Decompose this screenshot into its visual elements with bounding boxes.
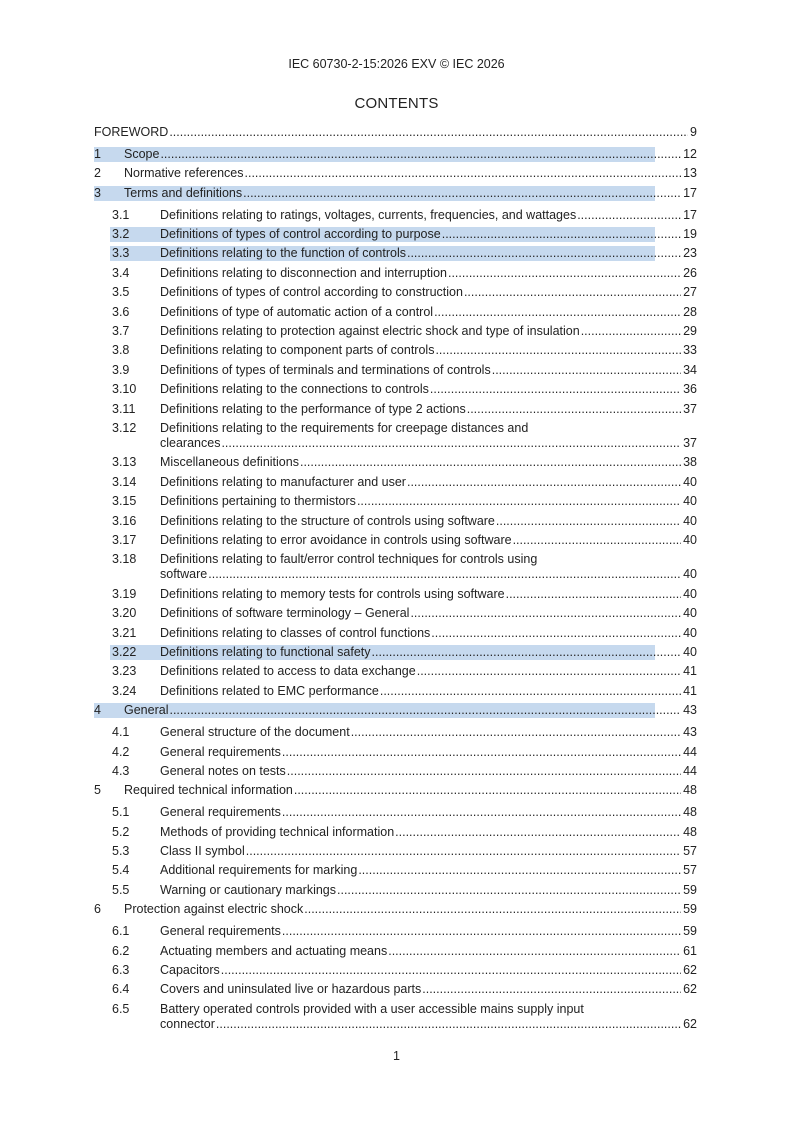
- toc-page-number: 59: [683, 924, 697, 939]
- toc-leader-dots: [492, 363, 681, 378]
- toc-number: 3.21: [112, 625, 137, 640]
- toc-entry[interactable]: [94, 246, 697, 261]
- toc-leader-dots: [513, 533, 682, 548]
- toc-leader-dots: [169, 703, 681, 718]
- toc-title: Definitions of types of control according to purpose: [160, 227, 441, 241]
- toc-page-number: 36: [683, 382, 697, 397]
- toc-page-number: 43: [683, 725, 697, 740]
- toc-number: 5.1: [112, 805, 130, 820]
- toc-leader-line: [160, 587, 697, 602]
- toc-entry[interactable]: [94, 902, 697, 917]
- toc-entry[interactable]: [94, 186, 697, 201]
- toc-number: 3.7: [112, 324, 130, 338]
- toc-title: Definitions relating to component parts of controls: [160, 343, 435, 358]
- toc-page-number: 44: [683, 763, 697, 778]
- toc-page-number: 27: [683, 285, 697, 300]
- toc-leader-dots: [337, 883, 681, 898]
- toc-entry[interactable]: [94, 982, 697, 997]
- toc-entry[interactable]: [94, 745, 697, 760]
- toc-leader-line: [160, 533, 697, 548]
- toc-title-line: Definitions relating to the requirements for creepage distances and: [160, 421, 529, 435]
- toc-entry[interactable]: [94, 227, 697, 242]
- toc-page-number: 48: [683, 805, 697, 820]
- toc-entry[interactable]: [94, 703, 697, 718]
- toc-leader-line: [160, 227, 697, 242]
- toc-page-number: 34: [683, 362, 697, 377]
- toc-entry[interactable]: [94, 285, 697, 300]
- toc-page-number: 37: [683, 401, 697, 416]
- toc-leader-line: [160, 924, 697, 939]
- toc-number: 3.14: [112, 474, 137, 489]
- toc-number: 5.5: [112, 882, 130, 897]
- toc-title: Definitions relating to protection against electric shock and type of insulation: [160, 324, 580, 338]
- toc-page-number: 40: [683, 533, 697, 547]
- toc-leader-line: [160, 626, 697, 641]
- toc-page-number: 26: [683, 265, 697, 280]
- toc-leader-dots: [417, 664, 681, 679]
- toc-page-number: 48: [683, 783, 697, 798]
- toc-number: 3.16: [112, 513, 137, 528]
- toc-title: Definitions of types of control according to construction: [160, 285, 463, 300]
- toc-entry[interactable]: [94, 645, 697, 660]
- toc-leader-line: [160, 494, 697, 509]
- toc-number: 4.1: [112, 725, 130, 740]
- toc-leader-line: [160, 475, 697, 490]
- toc-entry[interactable]: [94, 382, 697, 397]
- toc-title: Actuating members and actuating means: [160, 943, 388, 958]
- toc-leader-dots: [282, 924, 681, 939]
- toc-entry[interactable]: [94, 208, 697, 223]
- toc-leader-dots: [442, 227, 681, 242]
- toc-leader-dots: [221, 963, 681, 978]
- toc-page-number: 40: [683, 645, 697, 659]
- toc-leader-line: [160, 436, 697, 451]
- toc-leader-line: [160, 363, 697, 378]
- toc-page-number: 40: [683, 567, 697, 582]
- toc-entry[interactable]: [94, 844, 697, 859]
- toc-leader-dots: [448, 266, 681, 281]
- toc-leader-dots: [435, 343, 681, 358]
- toc-leader-line: [160, 805, 697, 820]
- toc-title: Protection against electric shock: [124, 902, 304, 917]
- toc-page-number: 28: [683, 304, 697, 319]
- toc-number: 3.19: [112, 586, 137, 601]
- toc-entry[interactable]: [94, 514, 697, 529]
- contents-title: CONTENTS: [354, 95, 439, 112]
- toc-entry[interactable]: [94, 1002, 697, 1032]
- toc-number: 3.3: [112, 246, 130, 261]
- toc-leader-line: [160, 1017, 697, 1032]
- toc-page-number: 17: [683, 207, 697, 222]
- toc-title: Definitions relating to memory tests for controls using software: [160, 586, 505, 601]
- toc-page-number: 59: [683, 882, 697, 897]
- toc-number: 6.4: [112, 982, 130, 997]
- toc-leader-line: [94, 125, 697, 140]
- toc-leader-dots: [282, 805, 681, 820]
- toc-leader-line: [160, 305, 697, 320]
- toc-number: 3.10: [112, 382, 137, 397]
- toc-leader-dots: [380, 684, 681, 699]
- toc-title: Warning or cautionary markings: [160, 882, 336, 897]
- toc-page-number: 40: [683, 474, 697, 489]
- toc-leader-line: [160, 246, 697, 261]
- toc-entry[interactable]: [94, 125, 697, 140]
- toc-number: 1: [94, 146, 101, 161]
- toc-entry[interactable]: [94, 783, 697, 798]
- toc-leader-line: [160, 567, 697, 582]
- toc-number: 3.24: [112, 683, 137, 698]
- toc-number: 3.2: [112, 227, 130, 241]
- toc-page-number: 59: [683, 902, 697, 917]
- toc-title: clearances: [160, 436, 221, 450]
- toc-title: Definitions of type of automatic action of a control: [160, 304, 434, 319]
- toc-entry[interactable]: [94, 587, 697, 602]
- toc-number: 3.9: [112, 362, 130, 377]
- toc-title: Class II symbol: [160, 844, 245, 858]
- toc-number: 3.17: [112, 533, 137, 547]
- toc-page-number: 44: [683, 744, 697, 759]
- toc-page-number: 62: [683, 982, 697, 997]
- toc-leader-dots: [407, 246, 681, 261]
- toc-title: Definitions relating to the structure of controls using software: [160, 513, 495, 528]
- toc-page-number: 9: [690, 125, 697, 139]
- toc-number: 5.4: [112, 863, 130, 878]
- toc-leader-line: [160, 266, 697, 281]
- toc-leader-dots: [577, 208, 681, 223]
- toc-leader-line: [160, 402, 697, 417]
- toc-title: software: [160, 567, 208, 582]
- toc-title: Definitions relating to the function of controls: [160, 246, 406, 261]
- toc-title: Covers and uninsulated live or hazardous parts: [160, 982, 422, 997]
- toc-entry[interactable]: [94, 421, 697, 451]
- toc-page-number: 40: [683, 606, 697, 621]
- toc-number: 3.20: [112, 606, 137, 621]
- toc-page-number: 43: [683, 703, 697, 718]
- toc-title: Required technical information: [124, 783, 293, 798]
- toc-title: Definitions relating to disconnection and interruption: [160, 265, 447, 280]
- toc-page-number: 13: [683, 166, 697, 181]
- toc-leader-line: [124, 166, 697, 181]
- toc-leader-line: [160, 963, 697, 978]
- toc-leader-dots: [216, 1017, 681, 1032]
- toc-number: 6.2: [112, 943, 130, 958]
- toc-page-number: 62: [683, 962, 697, 977]
- toc-leader-dots: [304, 902, 681, 917]
- toc-title: Definitions relating to functional safety: [160, 645, 371, 659]
- toc-leader-line: [124, 703, 697, 718]
- toc-leader-dots: [464, 285, 681, 300]
- toc-entry[interactable]: [94, 305, 697, 320]
- toc-number: 3.5: [112, 285, 130, 300]
- toc-entry[interactable]: [94, 863, 697, 878]
- toc-title: Normative references: [124, 166, 244, 181]
- toc-leader-dots: [430, 382, 681, 397]
- toc-title: Capacitors: [160, 962, 220, 977]
- toc-leader-line: [160, 844, 697, 859]
- toc-page-number: 41: [683, 664, 697, 679]
- toc-entry[interactable]: [94, 363, 697, 378]
- toc-page-number: 40: [683, 494, 697, 509]
- toc-leader-line: [160, 514, 697, 529]
- toc-leader-line: [124, 147, 697, 162]
- toc-leader-line: [160, 324, 697, 339]
- toc-title: connector: [160, 1016, 215, 1031]
- toc-title: General structure of the document: [160, 725, 350, 740]
- toc-number: 3: [94, 185, 101, 200]
- toc-leader-dots: [300, 455, 681, 470]
- toc-entry[interactable]: [94, 825, 697, 840]
- toc-title: General notes on tests: [160, 763, 286, 778]
- toc-number: 4.2: [112, 744, 130, 759]
- toc-title: Methods of providing technical information: [160, 824, 395, 839]
- toc-page-number: 57: [683, 844, 697, 858]
- toc-leader-dots: [246, 844, 681, 859]
- toc-entry[interactable]: [94, 924, 697, 939]
- toc-title: General: [124, 703, 169, 718]
- toc-title: Definitions related to EMC performance: [160, 683, 379, 698]
- toc-title: Definitions related to access to data exchange: [160, 664, 416, 679]
- toc-page-number: 12: [683, 146, 697, 161]
- toc-title: FOREWORD: [94, 125, 169, 139]
- toc-leader-dots: [422, 982, 681, 997]
- page-number: 1: [393, 1049, 400, 1063]
- toc-page-number: 37: [683, 436, 697, 450]
- toc-leader-line: [124, 783, 697, 798]
- toc-page-number: 41: [683, 683, 697, 698]
- toc-page-number: 61: [683, 943, 697, 958]
- toc-leader-dots: [169, 125, 688, 140]
- toc-leader-line: [160, 606, 697, 621]
- toc-leader-dots: [243, 186, 681, 201]
- toc-entry[interactable]: [94, 402, 697, 417]
- toc-title: Definitions relating to ratings, voltages, currents, frequencies, and wattages: [160, 207, 577, 222]
- toc-leader-line: [160, 883, 697, 898]
- toc-leader-dots: [506, 587, 682, 602]
- toc-leader-dots: [358, 863, 681, 878]
- toc-entry[interactable]: [94, 147, 697, 162]
- toc-page-number: 23: [683, 246, 697, 261]
- toc-title: Definitions pertaining to thermistors: [160, 494, 356, 509]
- toc-leader-dots: [581, 324, 681, 339]
- toc-leader-dots: [434, 305, 681, 320]
- toc-title: General requirements: [160, 744, 281, 759]
- toc-number: 3.13: [112, 455, 137, 470]
- toc-leader-line: [160, 982, 697, 997]
- toc-leader-dots: [431, 626, 681, 641]
- toc-number: 6.5: [112, 1001, 130, 1016]
- toc-page-number: 40: [683, 586, 697, 601]
- toc-entry[interactable]: [94, 626, 697, 641]
- toc-number: 3.18: [112, 552, 137, 567]
- toc-number: 3.4: [112, 265, 130, 280]
- toc-title: Miscellaneous definitions: [160, 455, 299, 470]
- toc-entry[interactable]: [94, 764, 697, 779]
- toc-leader-dots: [294, 783, 681, 798]
- toc-entry[interactable]: [94, 266, 697, 281]
- toc-leader-line: [160, 725, 697, 740]
- toc-number: 4.3: [112, 763, 130, 778]
- toc-page-number: 29: [683, 324, 697, 338]
- toc-title: Definitions relating to classes of control functions: [160, 625, 431, 640]
- toc-page-number: 57: [683, 863, 697, 878]
- toc-entry[interactable]: [94, 963, 697, 978]
- toc-number: 5: [94, 783, 101, 798]
- toc-number: 3.12: [112, 421, 137, 435]
- toc-title: Terms and definitions: [124, 185, 243, 200]
- toc-page-number: 38: [683, 455, 697, 470]
- toc-number: 3.8: [112, 343, 130, 358]
- toc-leader-line: [160, 944, 697, 959]
- toc-page-number: 17: [683, 185, 697, 200]
- toc-leader-dots: [160, 147, 681, 162]
- toc-leader-line: [160, 343, 697, 358]
- document-header: IEC 60730-2-15:2026 EXV © IEC 2026: [288, 57, 505, 71]
- toc-number: 5.3: [112, 844, 130, 858]
- toc-leader-dots: [245, 166, 682, 181]
- toc-page-number: 40: [683, 625, 697, 640]
- toc-title: Definitions relating to the connections to controls: [160, 382, 429, 397]
- toc-entry[interactable]: [94, 944, 697, 959]
- toc-title-line: Definitions relating to fault/error control techniques for controls using: [160, 552, 538, 567]
- toc-number: 3.1: [112, 207, 130, 222]
- toc-leader-dots: [282, 745, 681, 760]
- toc-title: General requirements: [160, 805, 281, 820]
- toc-leader-line: [160, 455, 697, 470]
- toc-title: Scope: [124, 146, 160, 161]
- toc-entry[interactable]: [94, 494, 697, 509]
- toc-leader-dots: [351, 725, 681, 740]
- toc-entry[interactable]: [94, 552, 697, 582]
- toc-leader-dots: [357, 494, 681, 509]
- toc-leader-line: [160, 825, 697, 840]
- toc-page-number: 19: [683, 227, 697, 241]
- toc-page-number: 33: [683, 343, 697, 358]
- toc-leader-line: [160, 745, 697, 760]
- toc-entry[interactable]: [94, 533, 697, 548]
- toc-number: 6.1: [112, 924, 130, 939]
- toc-entry[interactable]: [94, 324, 697, 339]
- toc-leader-line: [160, 285, 697, 300]
- toc-title: Definitions relating to manufacturer and user: [160, 474, 406, 489]
- toc-leader-dots: [407, 475, 681, 490]
- toc-entry[interactable]: [94, 725, 697, 740]
- toc-entry[interactable]: [94, 475, 697, 490]
- toc-number: 3.22: [112, 645, 137, 659]
- toc-number: 3.15: [112, 494, 137, 509]
- toc-title: Definitions of types of terminals and terminations of controls: [160, 362, 491, 377]
- toc-page-number: 48: [683, 824, 697, 839]
- toc-entry[interactable]: [94, 343, 697, 358]
- toc-number: 6.3: [112, 962, 130, 977]
- toc-title: General requirements: [160, 924, 281, 939]
- toc-entry[interactable]: [94, 883, 697, 898]
- toc-leader-dots: [208, 567, 681, 582]
- toc-entry[interactable]: [94, 684, 697, 699]
- toc-number: 6: [94, 902, 101, 917]
- toc-number: 3.11: [112, 401, 136, 416]
- toc-leader-dots: [221, 436, 681, 451]
- toc-page-number: 40: [683, 513, 697, 528]
- toc-number: 2: [94, 166, 101, 181]
- toc-page-number: 62: [683, 1016, 697, 1031]
- toc-leader-dots: [410, 606, 681, 621]
- toc-title-line: Battery operated controls provided with a user accessible mains supply input: [160, 1001, 584, 1016]
- toc-entry[interactable]: [94, 455, 697, 470]
- toc-leader-dots: [287, 764, 681, 779]
- toc-title: Definitions relating to error avoidance in controls using software: [160, 533, 512, 547]
- toc-number: 3.6: [112, 304, 130, 319]
- toc-entry[interactable]: [94, 166, 697, 181]
- toc-leader-line: [160, 208, 697, 223]
- toc-number: 3.23: [112, 664, 137, 679]
- toc-leader-line: [160, 664, 697, 679]
- toc-title: Definitions relating to the performance of type 2 actions: [160, 401, 466, 416]
- toc-number: 4: [94, 703, 101, 718]
- toc-leader-dots: [496, 514, 681, 529]
- toc-leader-line: [124, 186, 697, 201]
- toc-leader-dots: [467, 402, 681, 417]
- toc-leader-line: [160, 764, 697, 779]
- toc-leader-dots: [388, 944, 681, 959]
- toc-leader-line: [160, 684, 697, 699]
- toc-title: Additional requirements for marking: [160, 863, 358, 878]
- toc-leader-dots: [372, 645, 682, 660]
- toc-title: Definitions of software terminology – General: [160, 606, 410, 621]
- toc-entry[interactable]: [94, 805, 697, 820]
- toc-entry[interactable]: [94, 664, 697, 679]
- toc-leader-line: [160, 863, 697, 878]
- toc-leader-line: [124, 902, 697, 917]
- toc-entry[interactable]: [94, 606, 697, 621]
- toc-leader-line: [160, 382, 697, 397]
- toc-number: 5.2: [112, 824, 130, 839]
- toc-leader-dots: [395, 825, 681, 840]
- toc-leader-line: [160, 645, 697, 660]
